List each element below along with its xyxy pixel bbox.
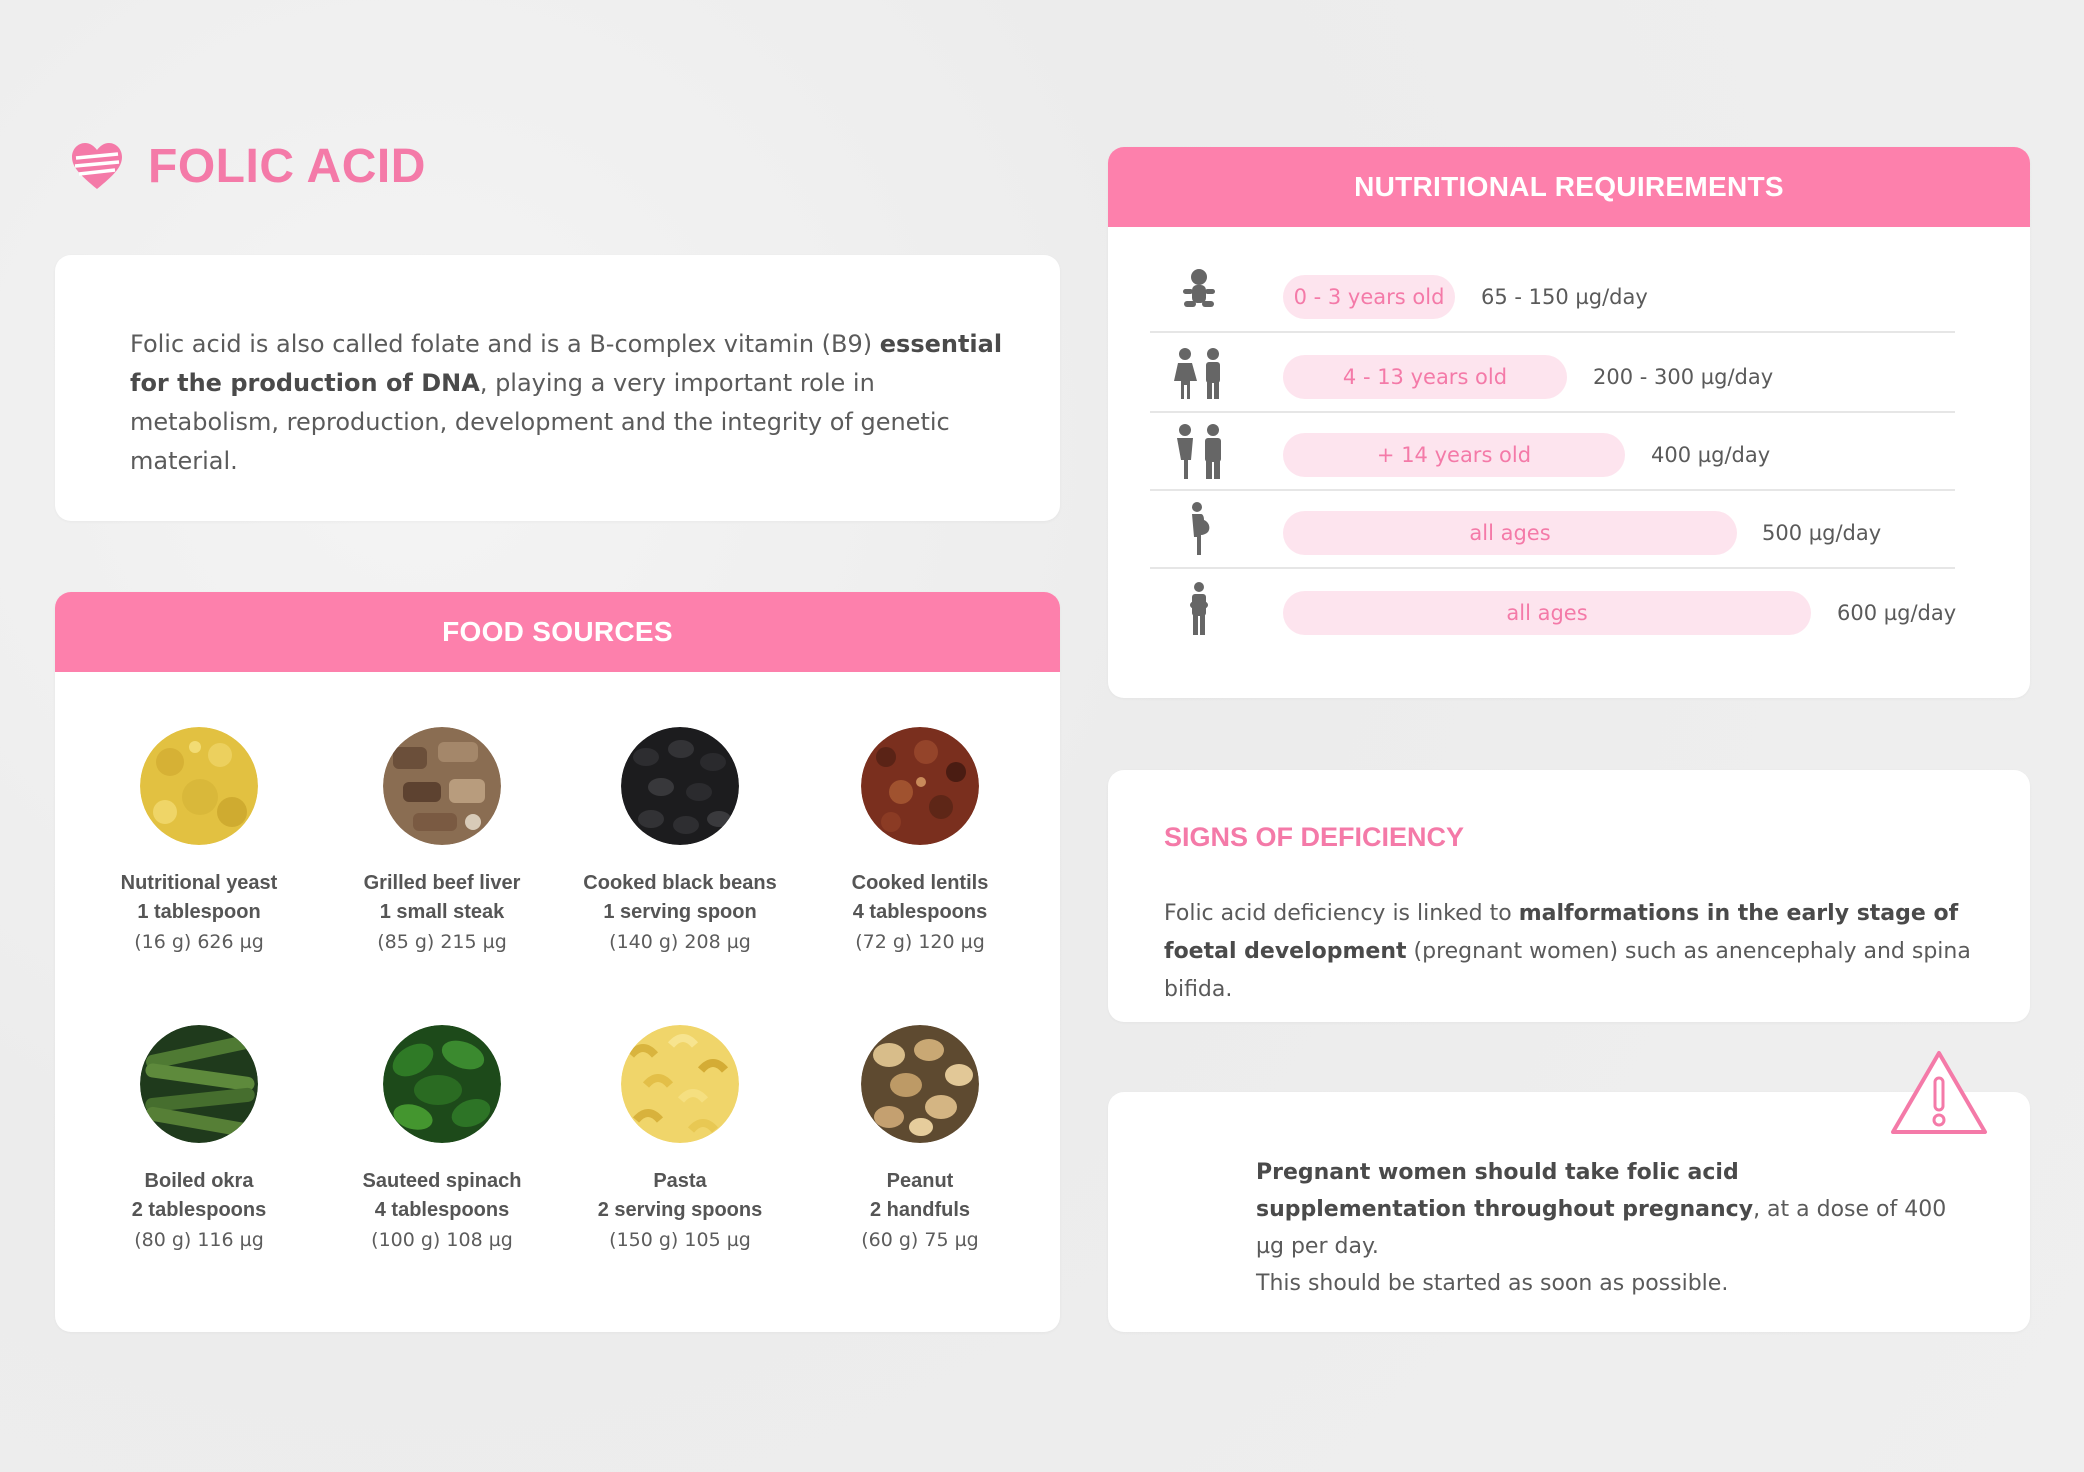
requirement-row [1150, 253, 1955, 333]
deficiency-card [1108, 770, 2030, 1022]
food-amount: (80 g) 116 µg [134, 1229, 264, 1251]
spinach-image [383, 1025, 501, 1143]
dose-value: 600 µg/day [1837, 601, 1957, 625]
requirements-header: NUTRITIONAL REQUIREMENTS [1108, 147, 2030, 227]
food-grid [55, 672, 1060, 1332]
food-item [79, 1025, 319, 1255]
food-amount: (60 g) 75 µg [861, 1229, 979, 1251]
food-sources-card [55, 592, 1060, 1332]
food-item [560, 727, 800, 957]
food-amount: (85 g) 215 µg [377, 931, 507, 953]
dose-value: 65 - 150 µg/day [1481, 285, 1648, 309]
food-item [800, 1025, 1040, 1255]
food-name: Boiled okra [144, 1170, 254, 1192]
food-portion: 1 serving spoon [603, 901, 757, 923]
food-portion: 4 tablespoons [852, 901, 988, 923]
food-amount: (150 g) 105 µg [609, 1229, 751, 1251]
adults-icon [1170, 423, 1228, 481]
pasta-image [621, 1025, 739, 1143]
heart-icon [70, 141, 124, 191]
age-pill: all ages [1283, 591, 1811, 635]
beef-liver-image [383, 727, 501, 845]
baby-icon [1170, 265, 1228, 323]
requirement-row [1150, 333, 1955, 413]
food-name: Peanut [886, 1170, 954, 1192]
okra-image [140, 1025, 258, 1143]
requirement-row [1150, 489, 1955, 569]
food-item [79, 727, 319, 957]
requirement-row [1150, 411, 1955, 491]
age-pill: 0 - 3 years old [1283, 275, 1455, 319]
food-name: Nutritional yeast [120, 872, 278, 894]
age-pill: 4 - 13 years old [1283, 355, 1567, 399]
dose-value: 200 - 300 µg/day [1593, 365, 1774, 389]
title-row [70, 138, 426, 194]
food-name: Cooked black beans [583, 872, 777, 894]
deficiency-title: SIGNS OF DEFICIENCY [1164, 822, 1465, 852]
age-pill: all ages [1283, 511, 1737, 555]
food-portion: 2 handfuls [869, 1199, 970, 1221]
black-beans-image [621, 727, 739, 845]
pregnancy-note-text: Pregnant women should take folic acid supplementation throughout pregnancy, at a dose of 400 µg per day. This should be started as soon as possible. [1256, 1160, 1947, 1296]
food-name: Pasta [653, 1170, 707, 1192]
intro-card [55, 255, 1060, 521]
children-icon [1170, 345, 1228, 403]
yeast-image [140, 727, 258, 845]
deficiency-text: Folic acid deficiency is linked to malformations in the early stage of foetal development (pregnant women) such as anencephaly and spina bifida. [1164, 901, 1971, 1002]
age-pill: + 14 years old [1283, 433, 1625, 477]
food-amount: (16 g) 626 µg [134, 931, 264, 953]
warning-icon [1888, 1048, 1990, 1138]
requirements-card [1108, 147, 2030, 698]
food-name: Grilled beef liver [363, 872, 521, 894]
page-title: FOLIC ACID [148, 139, 426, 193]
food-portion: 2 serving spoons [597, 1199, 763, 1221]
food-portion: 1 small steak [379, 901, 505, 923]
food-sources-header: FOOD SOURCES [55, 592, 1060, 672]
food-amount: (100 g) 108 µg [371, 1229, 513, 1251]
food-amount: (140 g) 208 µg [609, 931, 751, 953]
dose-value: 500 µg/day [1762, 521, 1882, 545]
peanut-image [861, 1025, 979, 1143]
requirement-row [1150, 569, 1955, 647]
dose-value: 400 µg/day [1651, 443, 1771, 467]
lentils-image [861, 727, 979, 845]
food-item [322, 727, 562, 957]
breastfeeding-icon [1170, 581, 1228, 639]
food-item [560, 1025, 800, 1255]
intro-text: Folic acid is also called folate and is a B-complex vitamin (B9) essential for the production of DNA, playing a very important role in metabolism, reproduction, development and the integrity of genetic material. [130, 330, 1003, 475]
food-portion: 4 tablespoons [374, 1199, 510, 1221]
food-item [322, 1025, 562, 1255]
food-portion: 1 tablespoon [137, 901, 261, 923]
food-portion: 2 tablespoons [131, 1199, 267, 1221]
food-amount: (72 g) 120 µg [855, 931, 985, 953]
food-name: Cooked lentils [851, 872, 989, 894]
pregnant-icon [1170, 501, 1228, 559]
food-name: Sauteed spinach [362, 1170, 522, 1192]
food-item [800, 727, 1040, 957]
